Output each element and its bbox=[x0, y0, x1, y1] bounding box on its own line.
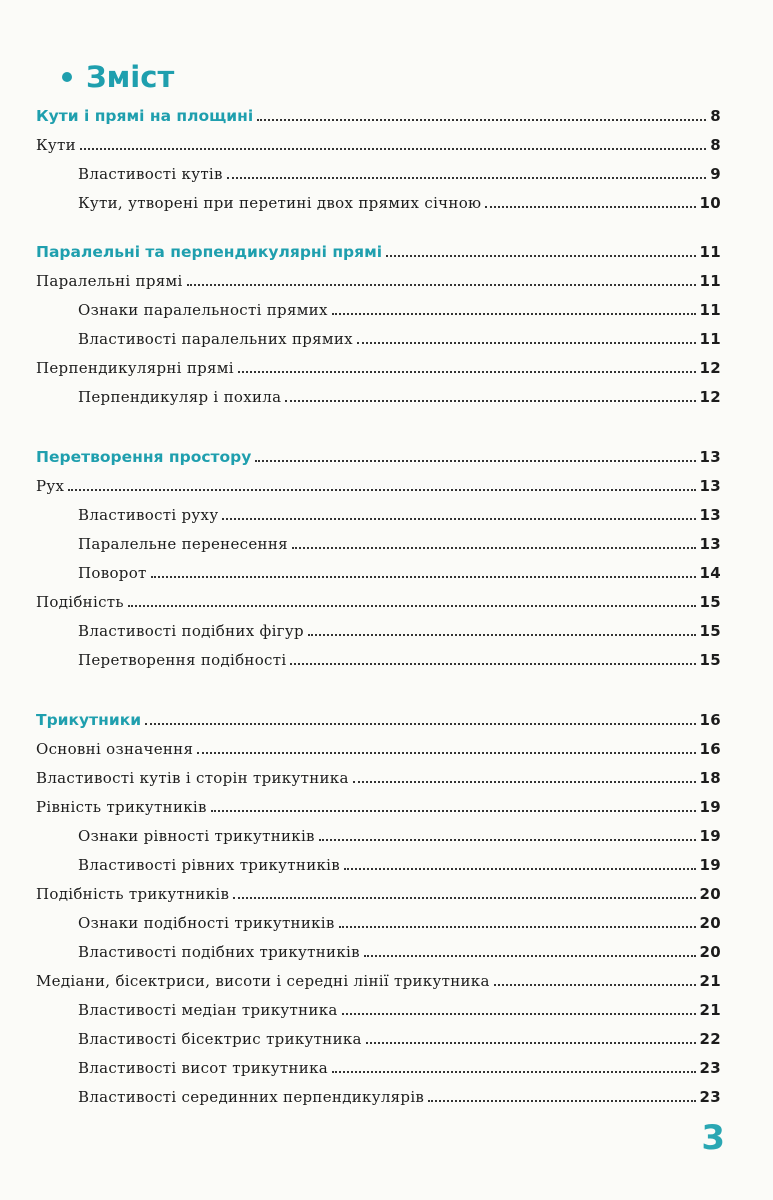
page-number: 3 bbox=[701, 1118, 725, 1158]
toc-entry-page: 20 bbox=[699, 914, 721, 932]
toc-entry bbox=[78, 301, 721, 319]
toc-entry bbox=[36, 798, 721, 816]
dot-leader bbox=[364, 955, 696, 957]
toc-entry-page: 11 bbox=[699, 243, 721, 261]
toc-entry-label: Паралельне перенесення bbox=[78, 535, 288, 553]
toc-entry bbox=[36, 740, 721, 758]
toc-section bbox=[36, 107, 721, 125]
dot-leader bbox=[257, 119, 706, 121]
toc-entry bbox=[78, 330, 721, 348]
toc-entry-page: 11 bbox=[699, 301, 721, 319]
toc-entry-label: Властивості медіан трикутника bbox=[78, 1001, 338, 1019]
toc-entry-label: Властивості кутів і сторін трикутника bbox=[36, 769, 349, 787]
toc-entry-page: 8 bbox=[710, 136, 721, 154]
dot-leader bbox=[197, 752, 695, 754]
toc-entry-page: 9 bbox=[710, 165, 721, 183]
toc-entry-page: 23 bbox=[699, 1059, 721, 1077]
toc-entry bbox=[36, 272, 721, 290]
toc-entry-label: Кути і прямі на площині bbox=[36, 107, 254, 125]
toc-entry bbox=[78, 506, 721, 524]
toc-entry bbox=[78, 564, 721, 582]
dot-leader bbox=[485, 206, 695, 208]
toc-entry-label: Трикутники bbox=[36, 711, 142, 729]
toc-entry bbox=[78, 1059, 721, 1077]
toc-entry-label: Ознаки паралельності прямих bbox=[78, 301, 328, 319]
toc-entry-label: Властивості висот трикутника bbox=[78, 1059, 328, 1077]
toc-entry-label: Паралельні прямі bbox=[36, 272, 183, 290]
toc-entry bbox=[78, 651, 721, 669]
toc-entry-label: Перетворення подібності bbox=[78, 651, 287, 669]
toc-entry-page: 13 bbox=[699, 535, 721, 553]
toc-entry-page: 21 bbox=[699, 1001, 721, 1019]
toc-entry bbox=[36, 593, 721, 611]
toc-entry bbox=[36, 885, 721, 903]
toc-entry-label: Перпендикуляр і похила bbox=[78, 388, 282, 406]
toc-entry-label: Основні означення bbox=[36, 740, 194, 758]
toc-entry-page: 16 bbox=[699, 711, 721, 729]
toc-entry-label: Властивості серединних перпендикулярів bbox=[78, 1088, 425, 1106]
toc-entry-label: Перпендикулярні прямі bbox=[36, 359, 234, 377]
dot-leader bbox=[494, 984, 696, 986]
toc-entry-page: 15 bbox=[699, 622, 721, 640]
toc-entry bbox=[78, 194, 721, 212]
toc-entry bbox=[78, 388, 721, 406]
toc-entry-label: Ознаки рівності трикутників bbox=[78, 827, 315, 845]
dot-leader bbox=[151, 576, 696, 578]
dot-leader bbox=[227, 177, 706, 179]
toc-entry-label: Властивості бісектрис трикутника bbox=[78, 1030, 362, 1048]
dot-leader bbox=[211, 810, 696, 812]
toc-entry bbox=[36, 769, 721, 787]
toc-heading bbox=[62, 60, 174, 94]
dot-leader bbox=[342, 1013, 696, 1015]
toc-entry bbox=[78, 914, 721, 932]
toc-entry-page: 13 bbox=[699, 506, 721, 524]
toc-entry-label: Ознаки подібності трикутників bbox=[78, 914, 335, 932]
toc-entry-page: 11 bbox=[699, 330, 721, 348]
toc-entry-label: Поворот bbox=[78, 564, 147, 582]
toc-entry-page: 23 bbox=[699, 1088, 721, 1106]
toc-entry bbox=[78, 943, 721, 961]
toc-entry-page: 19 bbox=[699, 827, 721, 845]
toc-entry bbox=[78, 535, 721, 553]
toc-entry-page: 15 bbox=[699, 651, 721, 669]
toc-section bbox=[36, 243, 721, 261]
toc-entry-page: 22 bbox=[699, 1030, 721, 1048]
toc-entry-label: Перетворення простору bbox=[36, 448, 252, 466]
toc-entry bbox=[78, 622, 721, 640]
toc-entry bbox=[36, 359, 721, 377]
dot-leader bbox=[344, 868, 696, 870]
toc-entry-label: Паралельні та перпендикулярні прямі bbox=[36, 243, 383, 261]
dot-leader bbox=[292, 547, 696, 549]
toc-entry bbox=[36, 477, 721, 495]
toc-entry bbox=[78, 1030, 721, 1048]
toc-entry-label: Властивості рівних трикутників bbox=[78, 856, 341, 874]
dot-leader bbox=[145, 723, 695, 725]
dot-leader bbox=[332, 313, 696, 315]
dot-leader bbox=[290, 663, 695, 665]
toc-entry-label: Властивості паралельних прямих bbox=[78, 330, 353, 348]
toc-entry-page: 20 bbox=[699, 885, 721, 903]
toc-entry-page: 14 bbox=[699, 564, 721, 582]
dot-leader bbox=[386, 255, 695, 257]
toc-entry-page: 12 bbox=[699, 359, 721, 377]
toc-entry bbox=[78, 165, 721, 183]
toc-section bbox=[36, 448, 721, 466]
dot-leader bbox=[428, 1100, 695, 1102]
toc-entry-label: Рівність трикутників bbox=[36, 798, 207, 816]
toc-entry bbox=[36, 972, 721, 990]
dot-leader bbox=[238, 371, 696, 373]
toc-entry-label: Властивості подібних фігур bbox=[78, 622, 304, 640]
toc-entry-label: Властивості кутів bbox=[78, 165, 223, 183]
dot-leader bbox=[366, 1042, 696, 1044]
toc-entry-page: 19 bbox=[699, 856, 721, 874]
toc-entry bbox=[78, 827, 721, 845]
dot-leader bbox=[319, 839, 696, 841]
toc-section bbox=[36, 711, 721, 729]
toc-entry-page: 16 bbox=[699, 740, 721, 758]
toc-entry-label: Властивості подібних трикутників bbox=[78, 943, 360, 961]
toc-entry-page: 11 bbox=[699, 272, 721, 290]
toc-entry-page: 15 bbox=[699, 593, 721, 611]
toc-entry-label: Подібність трикутників bbox=[36, 885, 230, 903]
toc-entry bbox=[78, 856, 721, 874]
dot-leader bbox=[339, 926, 696, 928]
dot-leader bbox=[357, 342, 696, 344]
dot-leader bbox=[68, 489, 695, 491]
toc-entry-page: 8 bbox=[710, 107, 721, 125]
toc-entry bbox=[36, 136, 721, 154]
dot-leader bbox=[255, 460, 695, 462]
toc-entry-label: Медіани, бісектриси, висоти і середні лінії трикутника bbox=[36, 972, 490, 990]
dot-leader bbox=[285, 400, 695, 402]
toc-entry-page: 10 bbox=[699, 194, 721, 212]
dot-leader bbox=[332, 1071, 696, 1073]
dot-leader bbox=[80, 148, 706, 150]
toc-entry-page: 13 bbox=[699, 448, 721, 466]
dot-leader bbox=[222, 518, 695, 520]
dot-leader bbox=[187, 284, 696, 286]
toc-entry-page: 18 bbox=[699, 769, 721, 787]
toc-entry-page: 20 bbox=[699, 943, 721, 961]
toc-entry-label: Подібність bbox=[36, 593, 124, 611]
toc-title: Зміст bbox=[86, 60, 175, 94]
dot-leader bbox=[308, 634, 696, 636]
toc-entry-label: Рух bbox=[36, 477, 65, 495]
dot-leader bbox=[233, 897, 695, 899]
toc-entry-page: 19 bbox=[699, 798, 721, 816]
toc-entry-label: Властивості руху bbox=[78, 506, 219, 524]
bullet-icon bbox=[62, 72, 72, 82]
toc-entry-label: Кути bbox=[36, 136, 76, 154]
dot-leader bbox=[353, 781, 696, 783]
toc-entry-page: 13 bbox=[699, 477, 721, 495]
toc-entry-label: Кути, утворені при перетині двох прямих січною bbox=[78, 194, 482, 212]
dot-leader bbox=[128, 605, 696, 607]
toc-entry-page: 12 bbox=[699, 388, 721, 406]
toc-entry bbox=[78, 1001, 721, 1019]
toc-entry bbox=[78, 1088, 721, 1106]
toc-entry-page: 21 bbox=[699, 972, 721, 990]
